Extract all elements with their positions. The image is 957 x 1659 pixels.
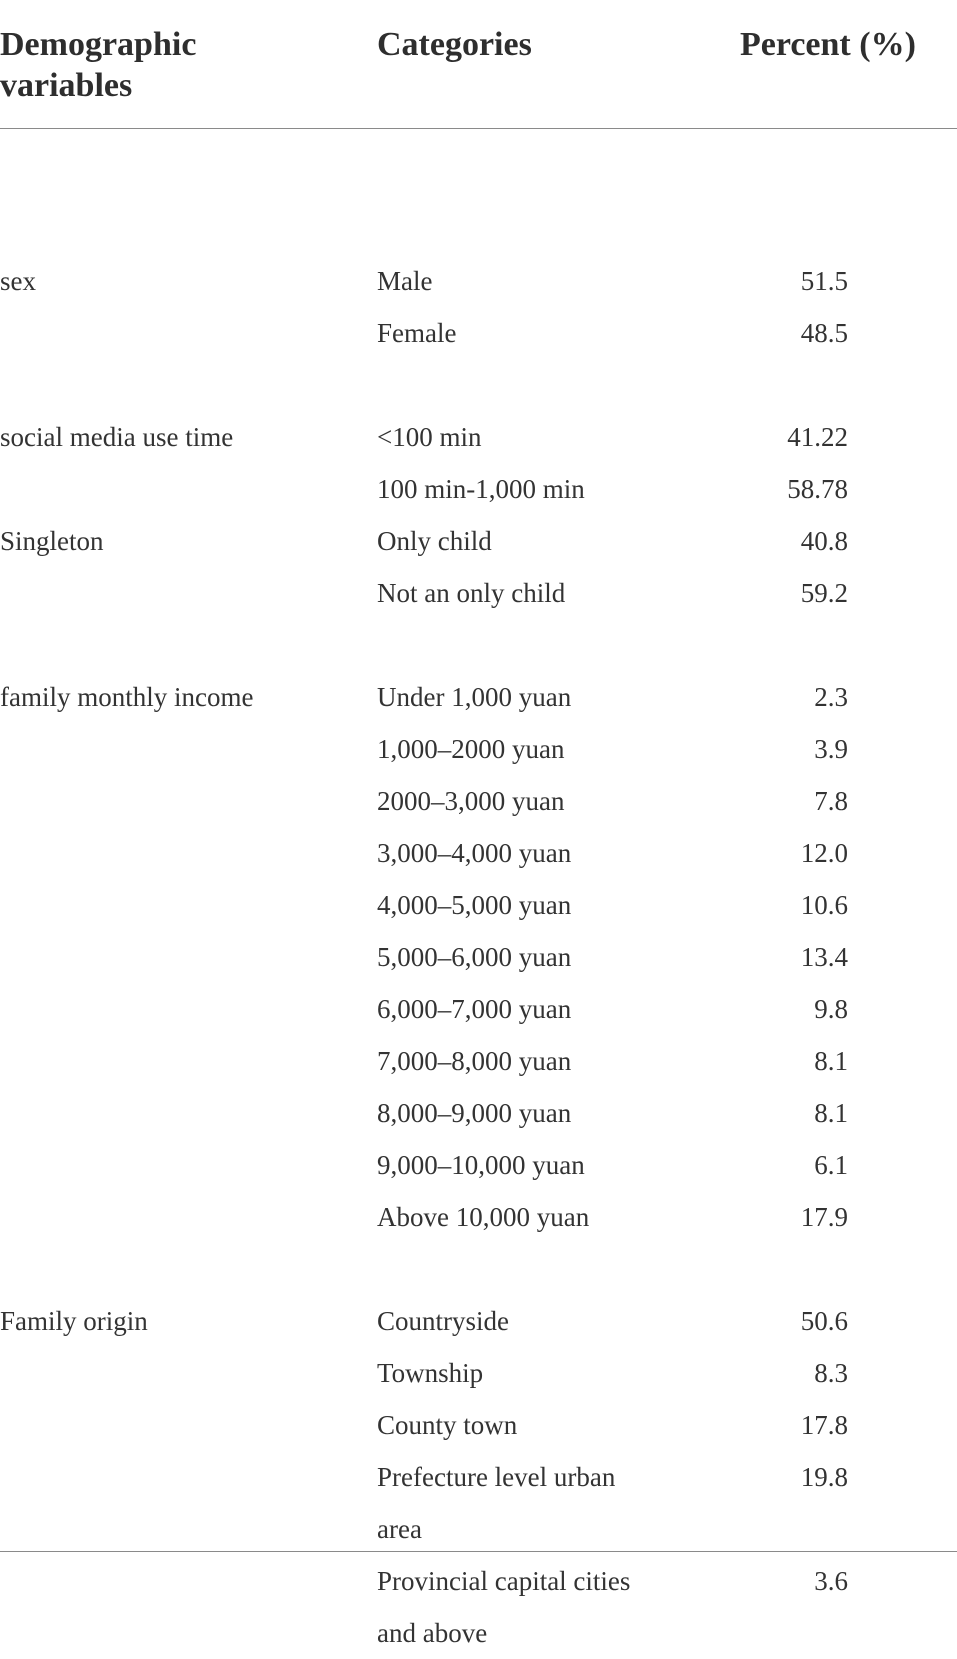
percent-cell: 17.8 bbox=[800, 1410, 848, 1440]
table-row bbox=[0, 515, 957, 567]
percent-cell: 8.3 bbox=[814, 1358, 848, 1388]
variable-cell: Family origin bbox=[0, 1306, 148, 1336]
percent-cell: 48.5 bbox=[800, 318, 848, 348]
percent-cell: 58.78 bbox=[787, 474, 848, 504]
category-cell: 5,000–6,000 yuan bbox=[377, 942, 572, 972]
category-cell: Above 10,000 yuan bbox=[377, 1202, 590, 1232]
table-row bbox=[0, 983, 957, 1035]
category-line-1: Provincial capital cities bbox=[377, 1566, 631, 1596]
category-cell: 3,000–4,000 yuan bbox=[377, 838, 572, 868]
category-cell: 2000–3,000 yuan bbox=[377, 786, 565, 816]
percent-cell: 41.22 bbox=[787, 422, 848, 452]
category-cell: County town bbox=[377, 1410, 518, 1440]
percent-cell: 50.6 bbox=[800, 1306, 848, 1336]
variable-cell: Singleton bbox=[0, 526, 104, 556]
category-cell: Not an only child bbox=[377, 578, 566, 608]
table-row bbox=[0, 931, 957, 983]
category-cell: Under 1,000 yuan bbox=[377, 682, 572, 712]
table-row bbox=[0, 1451, 957, 1555]
percent-cell: 51.5 bbox=[800, 266, 848, 296]
category-line-2: area bbox=[377, 1514, 422, 1544]
percent-cell: 8.1 bbox=[814, 1098, 848, 1128]
category-cell: Township bbox=[377, 1358, 484, 1388]
table-row bbox=[0, 463, 957, 515]
category-cell: 4,000–5,000 yuan bbox=[377, 890, 572, 920]
table-header bbox=[0, 0, 957, 129]
percent-cell: 2.3 bbox=[814, 682, 848, 712]
percent-cell: 9.8 bbox=[814, 994, 848, 1024]
percent-cell: 12.0 bbox=[800, 838, 848, 868]
category-line-1: Prefecture level urban bbox=[377, 1462, 616, 1492]
percent-cell: 3.6 bbox=[814, 1566, 848, 1596]
header-demographic-variables: Demographic variables bbox=[0, 26, 197, 104]
variable-cell: family monthly income bbox=[0, 682, 254, 712]
header-categories: Categories bbox=[377, 26, 532, 63]
table-row bbox=[0, 775, 957, 827]
table-row bbox=[0, 723, 957, 775]
category-cell: <100 min bbox=[377, 422, 482, 452]
header-percent: Percent (%) bbox=[740, 26, 916, 63]
table-bottom-rule bbox=[0, 1551, 957, 1552]
table-row bbox=[0, 255, 957, 307]
percent-cell: 13.4 bbox=[800, 942, 848, 972]
table-row bbox=[0, 411, 957, 463]
table-row bbox=[0, 1555, 957, 1659]
table-row bbox=[0, 1139, 957, 1191]
table-row bbox=[0, 671, 957, 723]
category-cell: 8,000–9,000 yuan bbox=[377, 1098, 572, 1128]
percent-cell: 7.8 bbox=[814, 786, 848, 816]
category-cell: 1,000–2000 yuan bbox=[377, 734, 565, 764]
table-row bbox=[0, 307, 957, 359]
percent-cell: 59.2 bbox=[800, 578, 848, 608]
percent-cell: 17.9 bbox=[800, 1202, 848, 1232]
category-cell: 100 min-1,000 min bbox=[377, 474, 585, 504]
table-row bbox=[0, 1347, 957, 1399]
table-row bbox=[0, 1035, 957, 1087]
category-cell: 6,000–7,000 yuan bbox=[377, 994, 572, 1024]
percent-cell: 19.8 bbox=[800, 1462, 848, 1492]
table-row bbox=[0, 1295, 957, 1347]
percent-cell: 3.9 bbox=[814, 734, 848, 764]
table-row bbox=[0, 827, 957, 879]
category-cell: 7,000–8,000 yuan bbox=[377, 1046, 572, 1076]
percent-cell: 10.6 bbox=[800, 890, 848, 920]
variable-cell: social media use time bbox=[0, 422, 234, 452]
table-row bbox=[0, 879, 957, 931]
category-line-2: and above bbox=[377, 1618, 488, 1648]
category-cell: Only child bbox=[377, 526, 492, 556]
variable-cell: sex bbox=[0, 266, 36, 296]
category-cell: 9,000–10,000 yuan bbox=[377, 1150, 585, 1180]
category-cell bbox=[377, 1451, 615, 1555]
category-cell: Countryside bbox=[377, 1306, 509, 1336]
table-row bbox=[0, 567, 957, 619]
percent-cell: 8.1 bbox=[814, 1046, 848, 1076]
percent-cell: 6.1 bbox=[814, 1150, 848, 1180]
category-cell: Female bbox=[377, 318, 457, 348]
category-cell bbox=[377, 1555, 630, 1659]
percent-cell: 40.8 bbox=[800, 526, 848, 556]
table-row bbox=[0, 1191, 957, 1243]
table-row bbox=[0, 1399, 957, 1451]
table-row bbox=[0, 1087, 957, 1139]
category-cell: Male bbox=[377, 266, 433, 296]
